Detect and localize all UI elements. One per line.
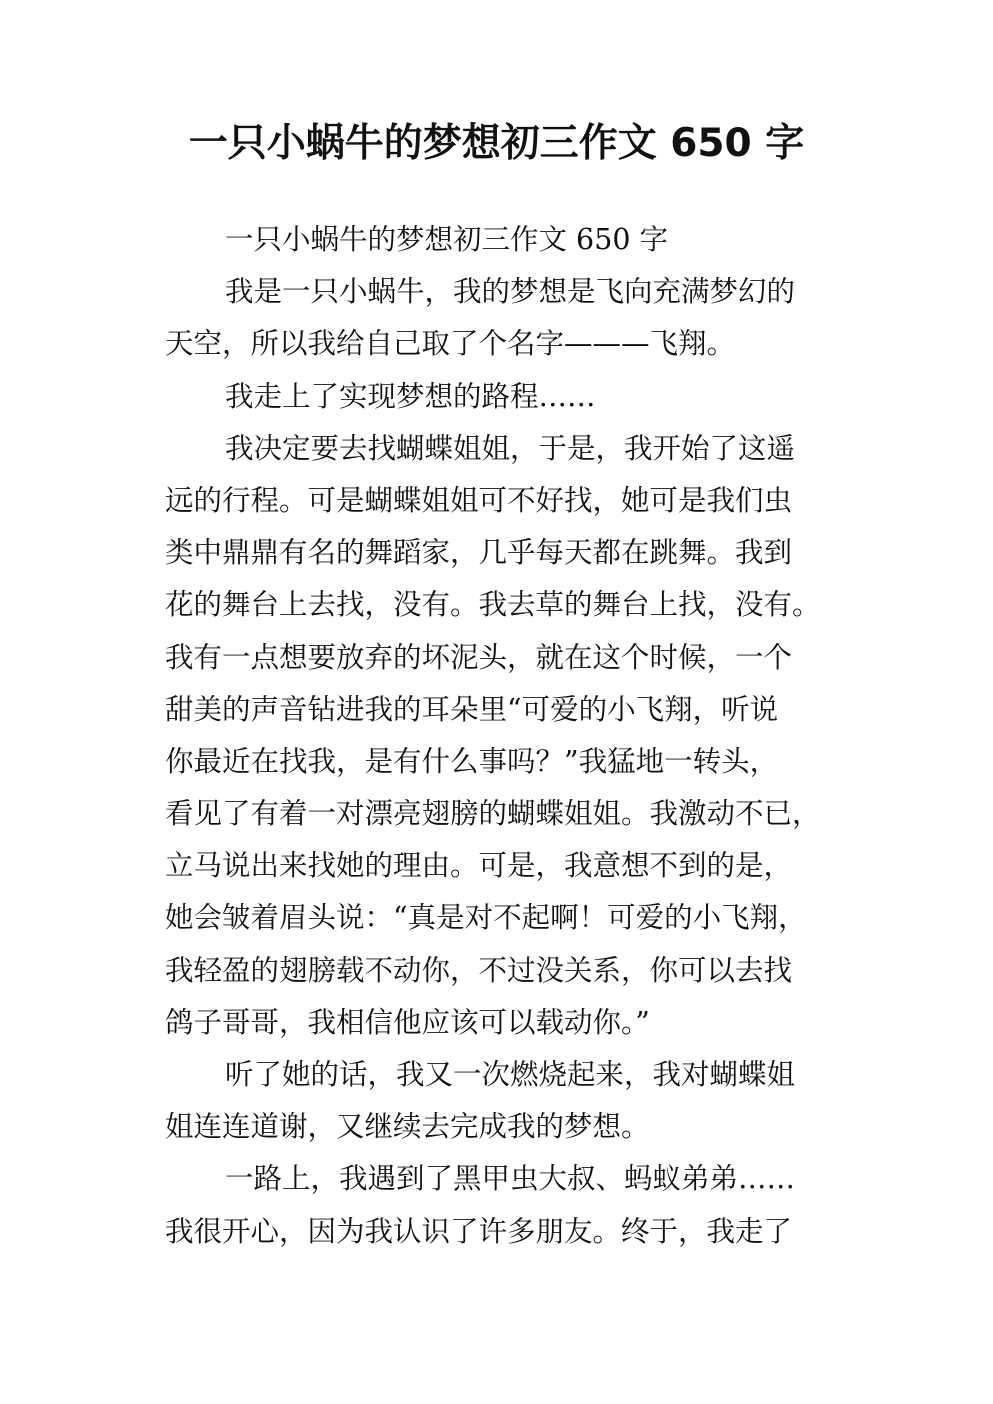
body-line: 类中鼎鼎有名的舞蹈家，几乎每天都在跳舞。我到	[165, 536, 793, 570]
body-line: 我有一点想要放弃的坏泥头，就在这个时候，一个	[165, 640, 793, 674]
body-line: 甜美的声音钻进我的耳朵里“可爱的小飞翔，听说	[165, 692, 779, 726]
body-line: 你最近在找我，是有什么事吗？”我猛地一转头，	[165, 744, 779, 778]
document-body	[165, 214, 833, 1258]
body-line: 远的行程。可是蝴蝶姐姐可不好找，她可是我们虫	[165, 483, 793, 517]
body-line: 天空，所以我给自己取了个名字———飞翔。	[165, 327, 736, 361]
body-line: 立马说出来找她的理由。可是，我意想不到的是，	[165, 849, 793, 883]
body-line: 她会皱着眉头说：“真是对不起啊！可爱的小飞翔，	[165, 901, 807, 935]
body-line: 听了她的话，我又一次燃烧起来，我对蝴蝶姐	[225, 1058, 796, 1091]
body-line: 看见了有着一对漂亮翅膀的蝴蝶姐姐。我激动不已，	[165, 797, 821, 831]
body-line: 我很开心，因为我认识了许多朋友。终于，我走了	[165, 1214, 793, 1248]
body-line: 我是一只小蜗牛，我的梦想是飞向充满梦幻的	[225, 275, 796, 309]
body-line: 我轻盈的翅膀载不动你，不过没关系，你可以去找	[165, 953, 793, 987]
body-line: 鸽子哥哥，我相信他应该可以载动你。”	[165, 1005, 650, 1039]
body-line: 一路上，我遇到了黑甲虫大叔、蚂蚁弟弟……	[225, 1162, 796, 1196]
body-line: 花的舞台上去找，没有。我去草的舞台上找，没有。	[165, 588, 821, 622]
body-line: 我决定要去找蝴蝶姐姐，于是，我开始了这遥	[225, 431, 796, 465]
body-line: 姐连连道谢，又继续去完成我的梦想。	[165, 1110, 650, 1144]
body-line: 我走上了实现梦想的路程……	[225, 379, 596, 413]
document-title: 一只小蜗牛的梦想初三作文 650 字	[188, 121, 805, 166]
body-line: 一只小蜗牛的梦想初三作文 650 字	[225, 223, 669, 256]
